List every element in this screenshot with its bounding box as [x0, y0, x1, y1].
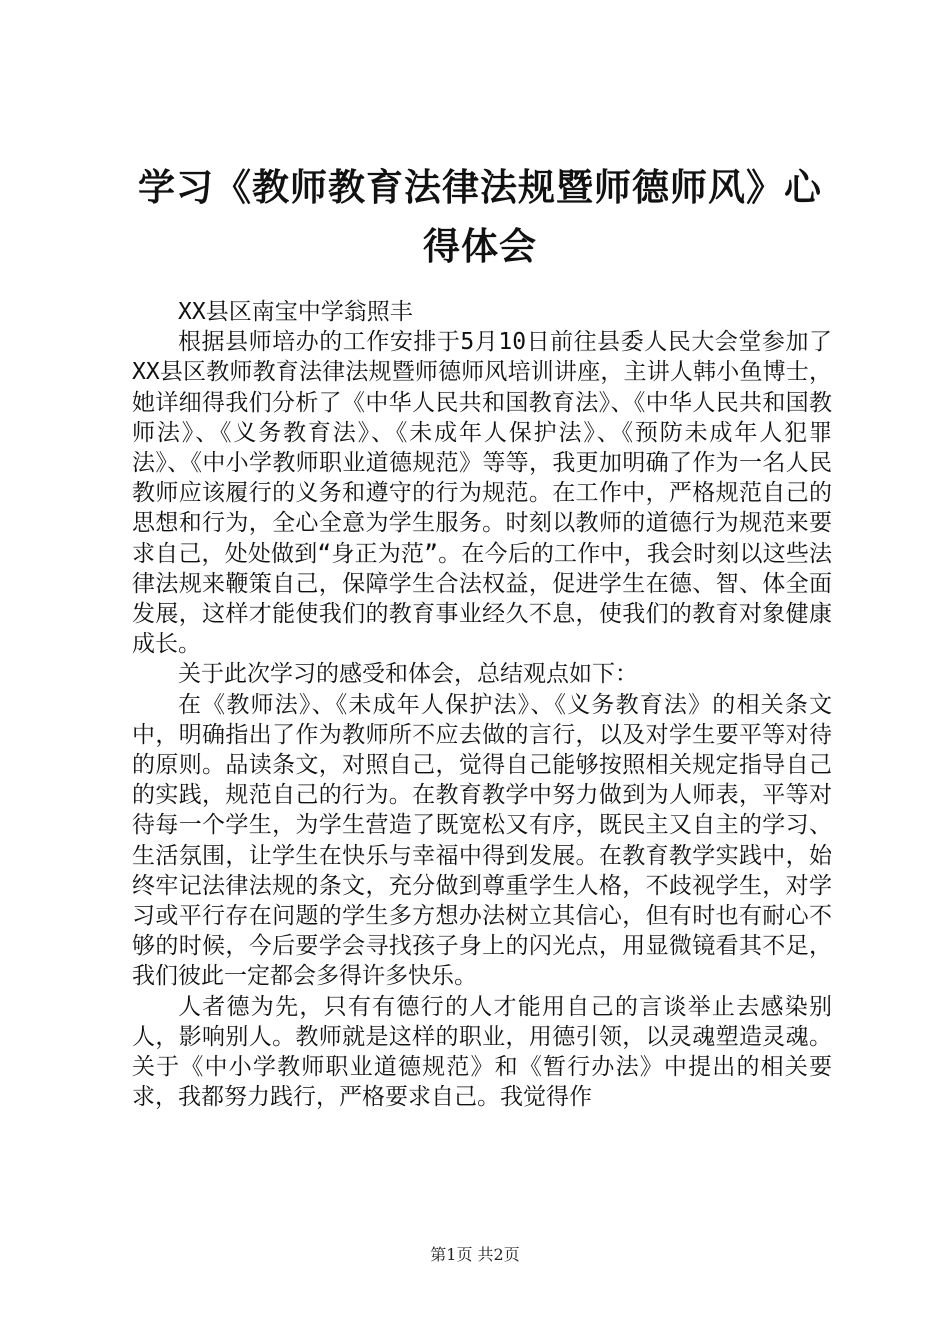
paragraph-1: 根据县师培办的工作安排于5月10日前往县委人民大会堂参加了XX县区教师教育法律法规暨师德师风培训讲座，主讲人韩小鱼博士，她详细得我们分析了《中华人民共和国教育法》、《中华人民共和国教师法》、《义务教育法》、《未成年人保护法》、《预防未成年人犯罪法》、《中小学教师职业道德规范》等等，我更加明确了作为一名人民教师应该履行的义务和遵守的行为规范。在工作中，严格规范自己的思想和行为，全心全意为学生服务。时刻以教师的道德行为规范来要求自己，处处做到“身正为范”。在今后的工作中，我会时刻以这些法律法规来鞭策自己，保障学生合法权益，促进学生在德、智、体全面发展，这样才能使我们的教育事业经久不息，使我们的教育对象健康成长。 [132, 329, 832, 658]
paragraph-2: 关于此次学习的感受和体会，总结观点如下： [178, 661, 638, 688]
paragraph-3: 在《教师法》、《未成年人保护法》、《义务教育法》的相关条文中，明确指出了作为教师所不应去做的言行，以及对学生要平等对待的原则。品读条文，对照自己，觉得自己能够按照相关规定指导自己的实践，规范自己的行为。在教育教学中努力做到为人师表，平等对待每一个学生，为学生营造了既宽松又有序，既民主又自主的学习、生活氛围，让学生在快乐与幸福中得到发展。在教育教学实践中，始终牢记法律法规的条文，充分做到尊重学生人格，不歧视学生，对学习或平行存在问题的学生多方想办法树立其信心，但有时也有耐心不够的时候，今后要学会寻找孩子身上的闪光点，用显微镜看其不足，我们彼此一定都会多得许多快乐。 [132, 691, 832, 990]
paragraph-4: 人者德为先，只有有德行的人才能用自己的言谈举止去感染别人，影响别人。教师就是这样的职业，用德引领，以灵魂塑造灵魂。关于《中小学教师职业道德规范》和《暂行办法》中提出的相关要求，我都努力践行，严格要求自己。我觉得作 [132, 993, 832, 1111]
document-title: 学习《教师教育法律法规暨师德师风》心得体会 [138, 165, 822, 268]
document-body [132, 297, 832, 1112]
page-footer: 第1页 共2页 [430, 1245, 520, 1264]
author-line: XX县区南宝中学翁照丰 [178, 299, 413, 325]
